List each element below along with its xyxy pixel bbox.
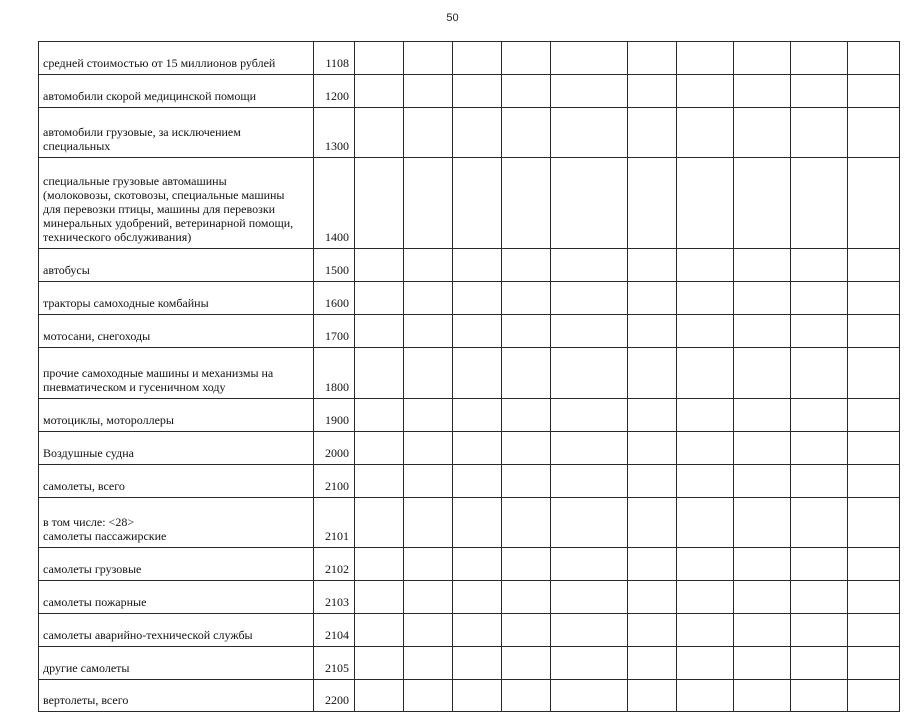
empty-cell[interactable] [502,315,551,348]
row-name: самолеты пожарные [39,581,314,614]
empty-cell[interactable] [848,581,900,614]
empty-cell[interactable] [677,75,734,108]
empty-cell[interactable] [734,465,791,498]
empty-cell[interactable] [551,315,628,348]
row-code: 1600 [314,282,355,315]
empty-cell[interactable] [453,680,502,712]
row-code: 1108 [314,42,355,75]
empty-cell[interactable] [502,42,551,75]
empty-cell[interactable] [404,315,453,348]
row-name: вертолеты, всего [39,680,314,712]
empty-cell[interactable] [791,581,848,614]
table-row [39,548,900,581]
empty-cell[interactable] [628,647,677,680]
empty-cell[interactable] [551,614,628,647]
row-name: самолеты, всего [39,465,314,498]
empty-cell[interactable] [791,432,848,465]
empty-cell[interactable] [404,158,453,249]
empty-cell[interactable] [355,315,404,348]
empty-cell[interactable] [677,614,734,647]
empty-cell[interactable] [734,249,791,282]
table-row [39,282,900,315]
empty-cell[interactable] [848,647,900,680]
row-name: прочие самоходные машины и механизмы на пневматическом и гусеничном ходу [39,348,314,399]
empty-cell[interactable] [848,498,900,548]
empty-cell[interactable] [628,42,677,75]
empty-cell[interactable] [677,399,734,432]
empty-cell[interactable] [734,498,791,548]
row-code: 2105 [314,647,355,680]
empty-cell[interactable] [791,348,848,399]
empty-cell[interactable] [677,680,734,712]
empty-cell[interactable] [677,282,734,315]
empty-cell[interactable] [551,399,628,432]
row-code: 1300 [314,108,355,158]
empty-cell[interactable] [453,614,502,647]
empty-cell[interactable] [502,249,551,282]
empty-cell[interactable] [355,399,404,432]
empty-cell[interactable] [502,581,551,614]
page-number: 50 [446,12,459,24]
empty-cell[interactable] [848,399,900,432]
empty-cell[interactable] [628,315,677,348]
table-row [39,498,900,548]
empty-cell[interactable] [404,399,453,432]
empty-cell[interactable] [404,614,453,647]
row-name: автомобили скорой медицинской помощи [39,75,314,108]
row-name: автомобили грузовые, за исключением специальных [39,108,314,158]
empty-cell[interactable] [551,249,628,282]
empty-cell[interactable] [791,42,848,75]
empty-cell[interactable] [791,315,848,348]
empty-cell[interactable] [355,581,404,614]
empty-cell[interactable] [734,399,791,432]
empty-cell[interactable] [453,498,502,548]
empty-cell[interactable] [404,498,453,548]
empty-cell[interactable] [628,548,677,581]
table-row [39,42,900,75]
empty-cell[interactable] [404,680,453,712]
empty-cell[interactable] [791,249,848,282]
empty-cell[interactable] [734,158,791,249]
empty-cell[interactable] [404,548,453,581]
empty-cell[interactable] [677,432,734,465]
empty-cell[interactable] [628,282,677,315]
empty-cell[interactable] [551,465,628,498]
table-row [39,581,900,614]
table-row [39,249,900,282]
empty-cell[interactable] [551,108,628,158]
row-code: 2100 [314,465,355,498]
empty-cell[interactable] [551,548,628,581]
table-row [39,108,900,158]
empty-cell[interactable] [551,75,628,108]
empty-cell[interactable] [453,249,502,282]
empty-cell[interactable] [453,647,502,680]
empty-cell[interactable] [677,249,734,282]
empty-cell[interactable] [502,108,551,158]
table-row [39,399,900,432]
empty-cell[interactable] [355,548,404,581]
row-code: 1400 [314,158,355,249]
row-code: 1800 [314,348,355,399]
empty-cell[interactable] [404,249,453,282]
empty-cell[interactable] [551,158,628,249]
empty-cell[interactable] [677,42,734,75]
empty-cell[interactable] [355,282,404,315]
empty-cell[interactable] [502,399,551,432]
empty-cell[interactable] [404,647,453,680]
table-row [39,647,900,680]
empty-cell[interactable] [848,465,900,498]
empty-cell[interactable] [628,432,677,465]
row-name: самолеты грузовые [39,548,314,581]
empty-cell[interactable] [551,42,628,75]
empty-cell[interactable] [355,647,404,680]
empty-cell[interactable] [502,680,551,712]
empty-cell[interactable] [355,432,404,465]
empty-cell[interactable] [502,498,551,548]
table-row [39,348,900,399]
empty-cell[interactable] [502,548,551,581]
empty-cell[interactable] [404,42,453,75]
empty-cell[interactable] [791,647,848,680]
row-code: 2200 [314,680,355,712]
empty-cell[interactable] [791,75,848,108]
empty-cell[interactable] [848,548,900,581]
row-code: 2101 [314,498,355,548]
row-code: 2103 [314,581,355,614]
table-row [39,315,900,348]
empty-cell[interactable] [355,498,404,548]
empty-cell[interactable] [453,75,502,108]
empty-cell[interactable] [355,465,404,498]
empty-cell[interactable] [848,315,900,348]
empty-cell[interactable] [404,108,453,158]
empty-cell[interactable] [848,614,900,647]
empty-cell[interactable] [848,42,900,75]
empty-cell[interactable] [551,282,628,315]
empty-cell[interactable] [848,348,900,399]
empty-cell[interactable] [677,548,734,581]
empty-cell[interactable] [677,498,734,548]
empty-cell[interactable] [355,158,404,249]
empty-cell[interactable] [734,315,791,348]
empty-cell[interactable] [734,614,791,647]
empty-cell[interactable] [734,581,791,614]
empty-cell[interactable] [677,158,734,249]
empty-cell[interactable] [791,548,848,581]
empty-cell[interactable] [502,465,551,498]
empty-cell[interactable] [404,348,453,399]
row-name: мотосани, снегоходы [39,315,314,348]
empty-cell[interactable] [453,348,502,399]
empty-cell[interactable] [734,647,791,680]
empty-cell[interactable] [677,647,734,680]
row-name: средней стоимостью от 15 миллионов рублей [39,42,314,75]
empty-cell[interactable] [355,75,404,108]
empty-cell[interactable] [677,581,734,614]
empty-cell[interactable] [628,75,677,108]
empty-cell[interactable] [791,282,848,315]
table-row [39,680,900,712]
empty-cell[interactable] [355,614,404,647]
empty-cell[interactable] [791,498,848,548]
empty-cell[interactable] [551,581,628,614]
table-row [39,465,900,498]
empty-cell[interactable] [848,680,900,712]
empty-cell[interactable] [355,108,404,158]
empty-cell[interactable] [502,75,551,108]
empty-cell[interactable] [734,348,791,399]
empty-cell[interactable] [628,158,677,249]
empty-cell[interactable] [628,108,677,158]
empty-cell[interactable] [791,399,848,432]
empty-cell[interactable] [404,465,453,498]
empty-cell[interactable] [734,42,791,75]
empty-cell[interactable] [677,348,734,399]
empty-cell[interactable] [677,315,734,348]
row-code: 2102 [314,548,355,581]
row-name: мотоциклы, мотороллеры [39,399,314,432]
empty-cell[interactable] [502,647,551,680]
empty-cell[interactable] [848,282,900,315]
empty-cell[interactable] [628,399,677,432]
row-code: 1700 [314,315,355,348]
form-table [38,41,900,712]
empty-cell[interactable] [453,42,502,75]
empty-cell[interactable] [355,680,404,712]
empty-cell[interactable] [628,614,677,647]
empty-cell[interactable] [551,680,628,712]
empty-cell[interactable] [628,465,677,498]
empty-cell[interactable] [502,432,551,465]
empty-cell[interactable] [404,581,453,614]
empty-cell[interactable] [791,614,848,647]
empty-cell[interactable] [791,108,848,158]
empty-cell[interactable] [453,432,502,465]
empty-cell[interactable] [734,680,791,712]
row-name: тракторы самоходные комбайны [39,282,314,315]
empty-cell[interactable] [355,249,404,282]
empty-cell[interactable] [848,158,900,249]
empty-cell[interactable] [848,108,900,158]
empty-cell[interactable] [551,432,628,465]
row-code: 1900 [314,399,355,432]
empty-cell[interactable] [502,158,551,249]
row-name: Воздушные судна [39,432,314,465]
row-name: другие самолеты [39,647,314,680]
empty-cell[interactable] [453,158,502,249]
empty-cell[interactable] [404,282,453,315]
empty-cell[interactable] [848,432,900,465]
row-code: 1500 [314,249,355,282]
empty-cell[interactable] [453,399,502,432]
empty-cell[interactable] [628,581,677,614]
empty-cell[interactable] [551,498,628,548]
empty-cell[interactable] [734,548,791,581]
row-name: самолеты аварийно-технической службы [39,614,314,647]
empty-cell[interactable] [628,249,677,282]
empty-cell[interactable] [791,158,848,249]
empty-cell[interactable] [848,249,900,282]
empty-cell[interactable] [734,432,791,465]
empty-cell[interactable] [404,432,453,465]
empty-cell[interactable] [453,108,502,158]
empty-cell[interactable] [677,465,734,498]
empty-cell[interactable] [453,282,502,315]
table-row [39,432,900,465]
row-code: 2000 [314,432,355,465]
empty-cell[interactable] [551,647,628,680]
row-name: специальные грузовые автомашины (молоковозы, скотовозы, специальные машины для перевозки птицы, машины для перевозки минеральных удобрений, ветеринарной помощи, технического обслуживания) [39,158,314,249]
row-name: в том числе: <28> самолеты пассажирские [39,498,314,548]
empty-cell[interactable] [551,348,628,399]
table-row [39,75,900,108]
row-code: 1200 [314,75,355,108]
table-row [39,158,900,249]
empty-cell[interactable] [453,581,502,614]
empty-cell[interactable] [791,465,848,498]
table-row [39,614,900,647]
empty-cell[interactable] [628,498,677,548]
empty-cell[interactable] [734,108,791,158]
row-name: автобусы [39,249,314,282]
empty-cell[interactable] [848,75,900,108]
empty-cell[interactable] [502,348,551,399]
empty-cell[interactable] [677,108,734,158]
empty-cell[interactable] [453,465,502,498]
empty-cell[interactable] [404,75,453,108]
empty-cell[interactable] [355,348,404,399]
empty-cell[interactable] [791,680,848,712]
empty-cell[interactable] [628,680,677,712]
empty-cell[interactable] [734,75,791,108]
empty-cell[interactable] [355,42,404,75]
empty-cell[interactable] [628,348,677,399]
empty-cell[interactable] [453,548,502,581]
empty-cell[interactable] [502,282,551,315]
empty-cell[interactable] [734,282,791,315]
empty-cell[interactable] [502,614,551,647]
row-code: 2104 [314,614,355,647]
empty-cell[interactable] [453,315,502,348]
